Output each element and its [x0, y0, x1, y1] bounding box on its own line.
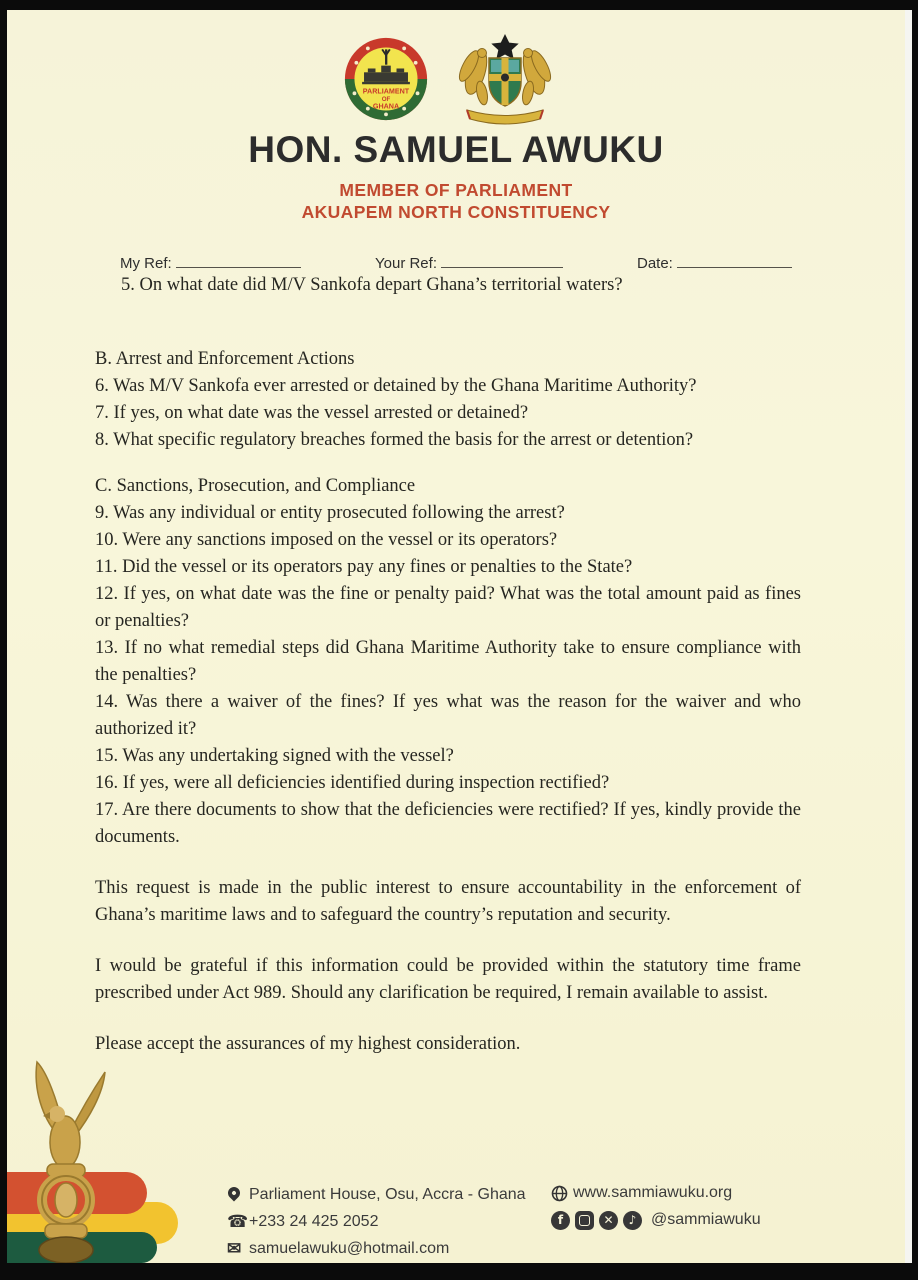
location-pin-icon — [227, 1187, 249, 1203]
tiktok-icon: ♪ — [623, 1211, 642, 1230]
mp-constituency-line: AKUAPEM NORTH CONSTITUENCY — [301, 202, 611, 222]
black-star-icon — [491, 34, 518, 59]
instagram-icon — [575, 1211, 594, 1230]
ghana-coat-of-arms-logo — [455, 30, 555, 128]
question-7: 7. If yes, on what date was the vessel arrested or detained? — [95, 403, 529, 423]
social-row — [551, 1210, 761, 1230]
globe-icon — [551, 1185, 573, 1202]
paragraph-statutory-time: I would be grateful if this information could be provided within the statutory time frame prescribed under Act 989. Should any clarification be required, I remain available to assist. — [95, 956, 801, 1003]
my-ref-blank-line — [176, 253, 301, 268]
golden-eagle-statue — [13, 1056, 121, 1263]
banner-icon — [467, 110, 543, 124]
mp-role-line: MEMBER OF PARLIAMENT — [339, 180, 573, 200]
question-10: 10. Were any sanctions imposed on the vessel or its operators? — [95, 530, 558, 550]
paragraph-public-interest: This request is made in the public interest to ensure accountability in the enforcement of Ghana’s maritime laws and to safeguard the country’s reputation and security. — [95, 878, 801, 925]
question-11: 11. Did the vessel or its operators pay any fines or penalties to the State? — [95, 557, 633, 577]
x-icon: ✕ — [599, 1211, 618, 1230]
date-label: Date: — [637, 255, 673, 272]
social-handle-text: @sammiawuku — [651, 1211, 761, 1228]
date-blank-line — [677, 253, 792, 268]
question-16: 16. If yes, were all deficiencies identified during inspection rectified? — [95, 773, 610, 793]
eagle-right-icon — [519, 47, 554, 105]
question-13: 13. If no what remedial steps did Ghana Maritime Authority take to ensure compliance with the penalties? — [95, 638, 801, 685]
question-17: 17. Are there documents to show that the deficiencies were rectified? If yes, kindly provide the documents. — [95, 800, 801, 847]
svg-text:GHANA: GHANA — [372, 102, 400, 111]
question-12: 12. If yes, on what date was the fine or penalty paid? What was the total amount paid as fines or penalties? — [95, 584, 801, 631]
letter-page — [7, 10, 905, 1263]
phone-text: +233 24 425 2052 — [249, 1213, 379, 1230]
svg-text:PARLIAMENT: PARLIAMENT — [362, 87, 410, 96]
mp-name-title: HON. SAMUEL AWUKU — [248, 129, 664, 170]
question-9: 9. Was any individual or entity prosecuted following the arrest? — [95, 503, 565, 523]
eagle-left-icon — [456, 47, 491, 105]
website-text: www.sammiawuku.org — [573, 1184, 733, 1201]
question-8: 8. What specific regulatory breaches formed the basis for the arrest or detention? — [95, 430, 694, 450]
body-blocks — [95, 272, 801, 1058]
closing-line: Please accept the assurances of my highest consideration. — [95, 1034, 521, 1054]
svg-text:OF: OF — [381, 95, 391, 103]
phone-icon: ☎ — [227, 1212, 249, 1231]
parliament-of-ghana-logo — [343, 36, 429, 122]
social-icons-row — [551, 1211, 647, 1230]
your-ref-blank-line — [441, 253, 563, 268]
your-ref-label: Your Ref: — [375, 255, 437, 272]
address-text: Parliament House, Osu, Accra - Ghana — [249, 1186, 526, 1203]
facebook-icon: f — [551, 1211, 570, 1230]
scan-edge-highlight — [905, 10, 912, 1263]
address-row — [227, 1185, 526, 1205]
phone-row — [227, 1212, 526, 1232]
date-field — [637, 253, 792, 272]
section-b-heading: B. Arrest and Enforcement Actions — [95, 349, 355, 369]
footer-web-block — [551, 1183, 761, 1237]
website-row — [551, 1183, 761, 1203]
email-row — [227, 1239, 526, 1259]
question-15: 15. Was any undertaking signed with the vessel? — [95, 746, 454, 766]
section-c-heading: C. Sanctions, Prosecution, and Compliance — [95, 476, 416, 496]
your-ref-field — [375, 253, 563, 272]
question-14: 14. Was there a waiver of the fines? If yes what was the reason for the waiver and who authorized it? — [95, 692, 801, 739]
my-ref-label: My Ref: — [120, 255, 172, 272]
my-ref-field — [120, 253, 301, 272]
email-icon: ✉ — [227, 1239, 242, 1258]
email-text: samuelawuku@hotmail.com — [249, 1240, 450, 1257]
footer-contact-block — [227, 1185, 526, 1263]
question-6: 6. Was M/V Sankofa ever arrested or detained by the Ghana Maritime Authority? — [95, 376, 697, 396]
shield-icon — [489, 58, 521, 106]
question-5: 5. On what date did M/V Sankofa depart Ghana’s territorial waters? — [121, 275, 623, 295]
